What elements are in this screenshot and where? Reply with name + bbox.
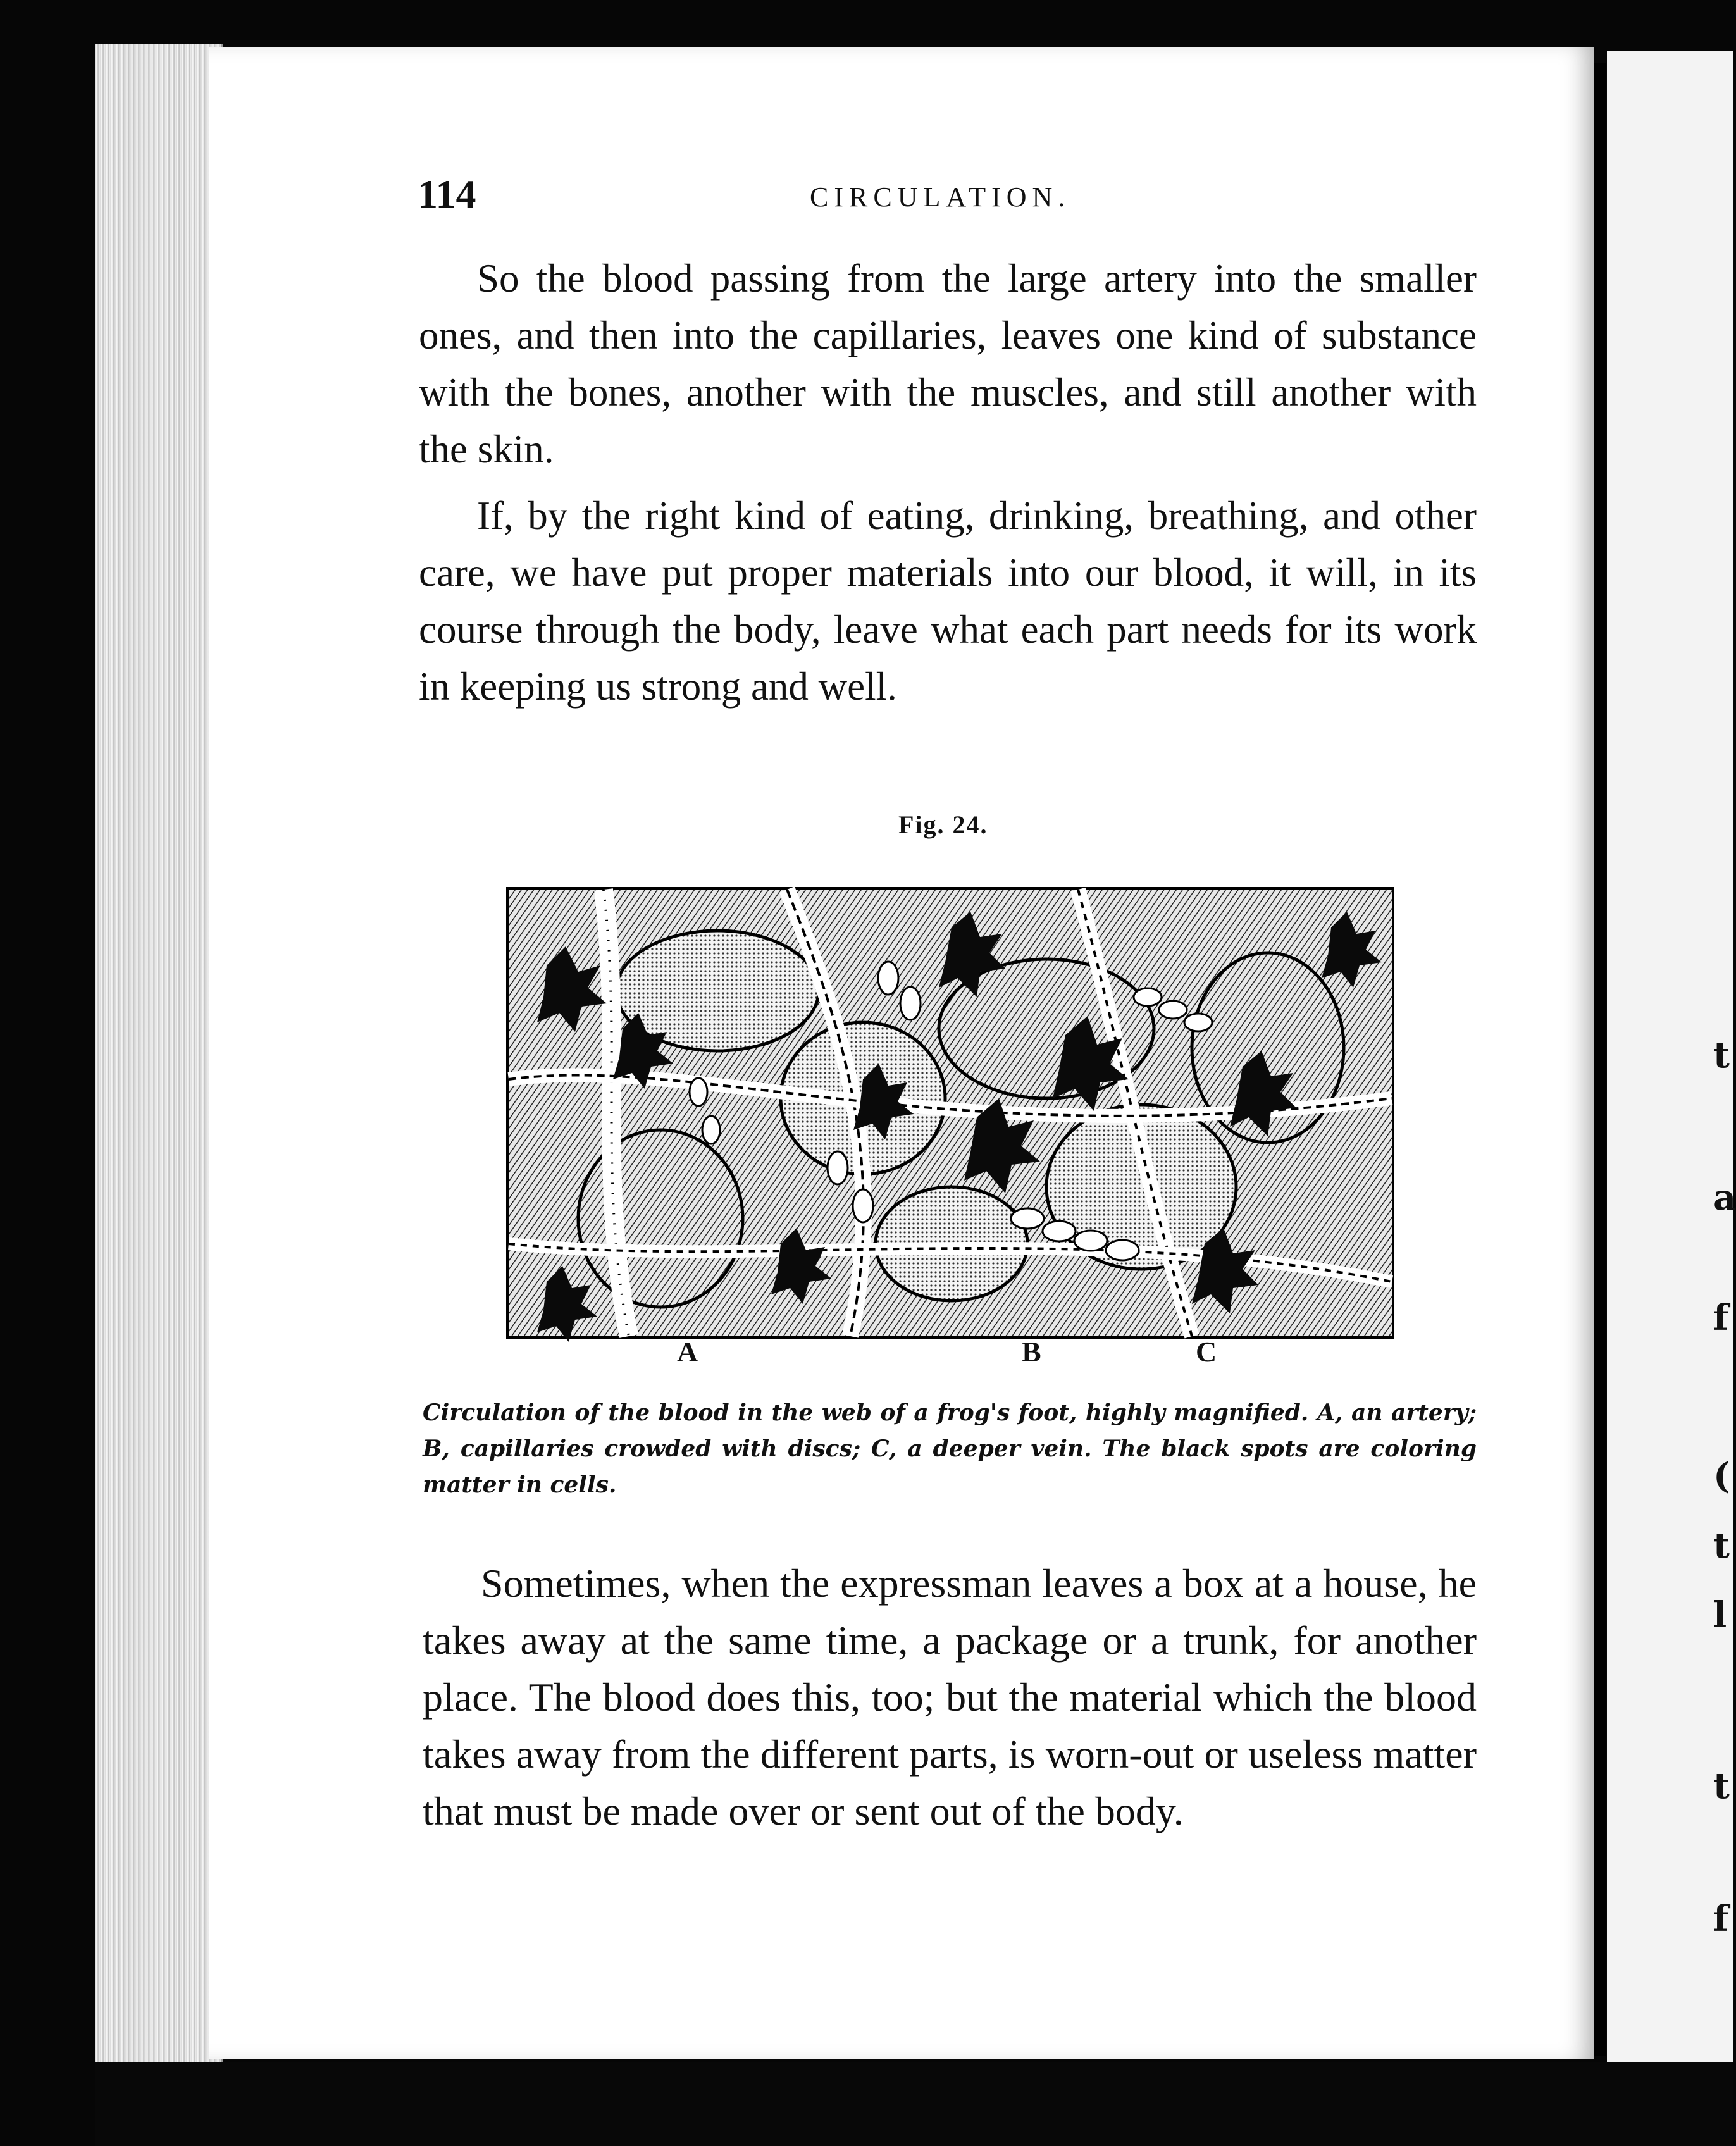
facing-letter: a <box>1713 1177 1736 1219</box>
page-header <box>418 171 1480 221</box>
facing-letter: ( <box>1713 1455 1730 1497</box>
page-edge-stack <box>95 44 223 2069</box>
figure-caption: Circulation of the blood in the web of a frog's foot, highly magnified. A, an artery; B, capillaries crowded with discs; C, a deeper vein. The black spots are coloring matter in cells. <box>423 1399 1477 1498</box>
facing-letter: f <box>1713 1898 1729 1940</box>
frog-foot-web-illustration <box>509 890 1392 1336</box>
scan-border-bottom <box>95 2062 1733 2146</box>
figure-letter-c: C <box>1196 1336 1217 1368</box>
facing-letter: l <box>1713 1594 1727 1636</box>
page-number: 114 <box>418 171 476 216</box>
body-paragraph: Sometimes, when the expressman leaves a box at a house, he takes away at the same time, a package or a trunk, for another place. The blood does this, too; but the material which the blood takes away from the different parts, is worn-out or useless matter that must be made over or sent out of the body. <box>423 1561 1477 1833</box>
facing-page <box>1607 51 1736 2088</box>
facing-letter: t <box>1713 1034 1730 1076</box>
body-paragraph: So the blood passing from the large artery into the smaller ones, and then into the capillaries, leaves one kind of substance with the bones, another with the muscles, and still another with the skin. <box>419 256 1477 471</box>
figure-letter-b: B <box>1022 1336 1041 1368</box>
facing-letter: t <box>1713 1765 1730 1807</box>
facing-letter: t <box>1713 1525 1730 1566</box>
figure-letter-a: A <box>677 1336 698 1368</box>
facing-letter: f <box>1713 1297 1729 1339</box>
body-paragraph: If, by the right kind of eating, drinking, breathing, and other care, we have put proper materials into our blood, it will, in its course through the body, leave what each part needs for its work in keeping us strong and well. <box>419 493 1477 709</box>
figure-illustration <box>506 887 1394 1339</box>
figure-label: Fig. 24. <box>898 810 988 839</box>
running-head: CIRCULATION. <box>810 182 1071 213</box>
